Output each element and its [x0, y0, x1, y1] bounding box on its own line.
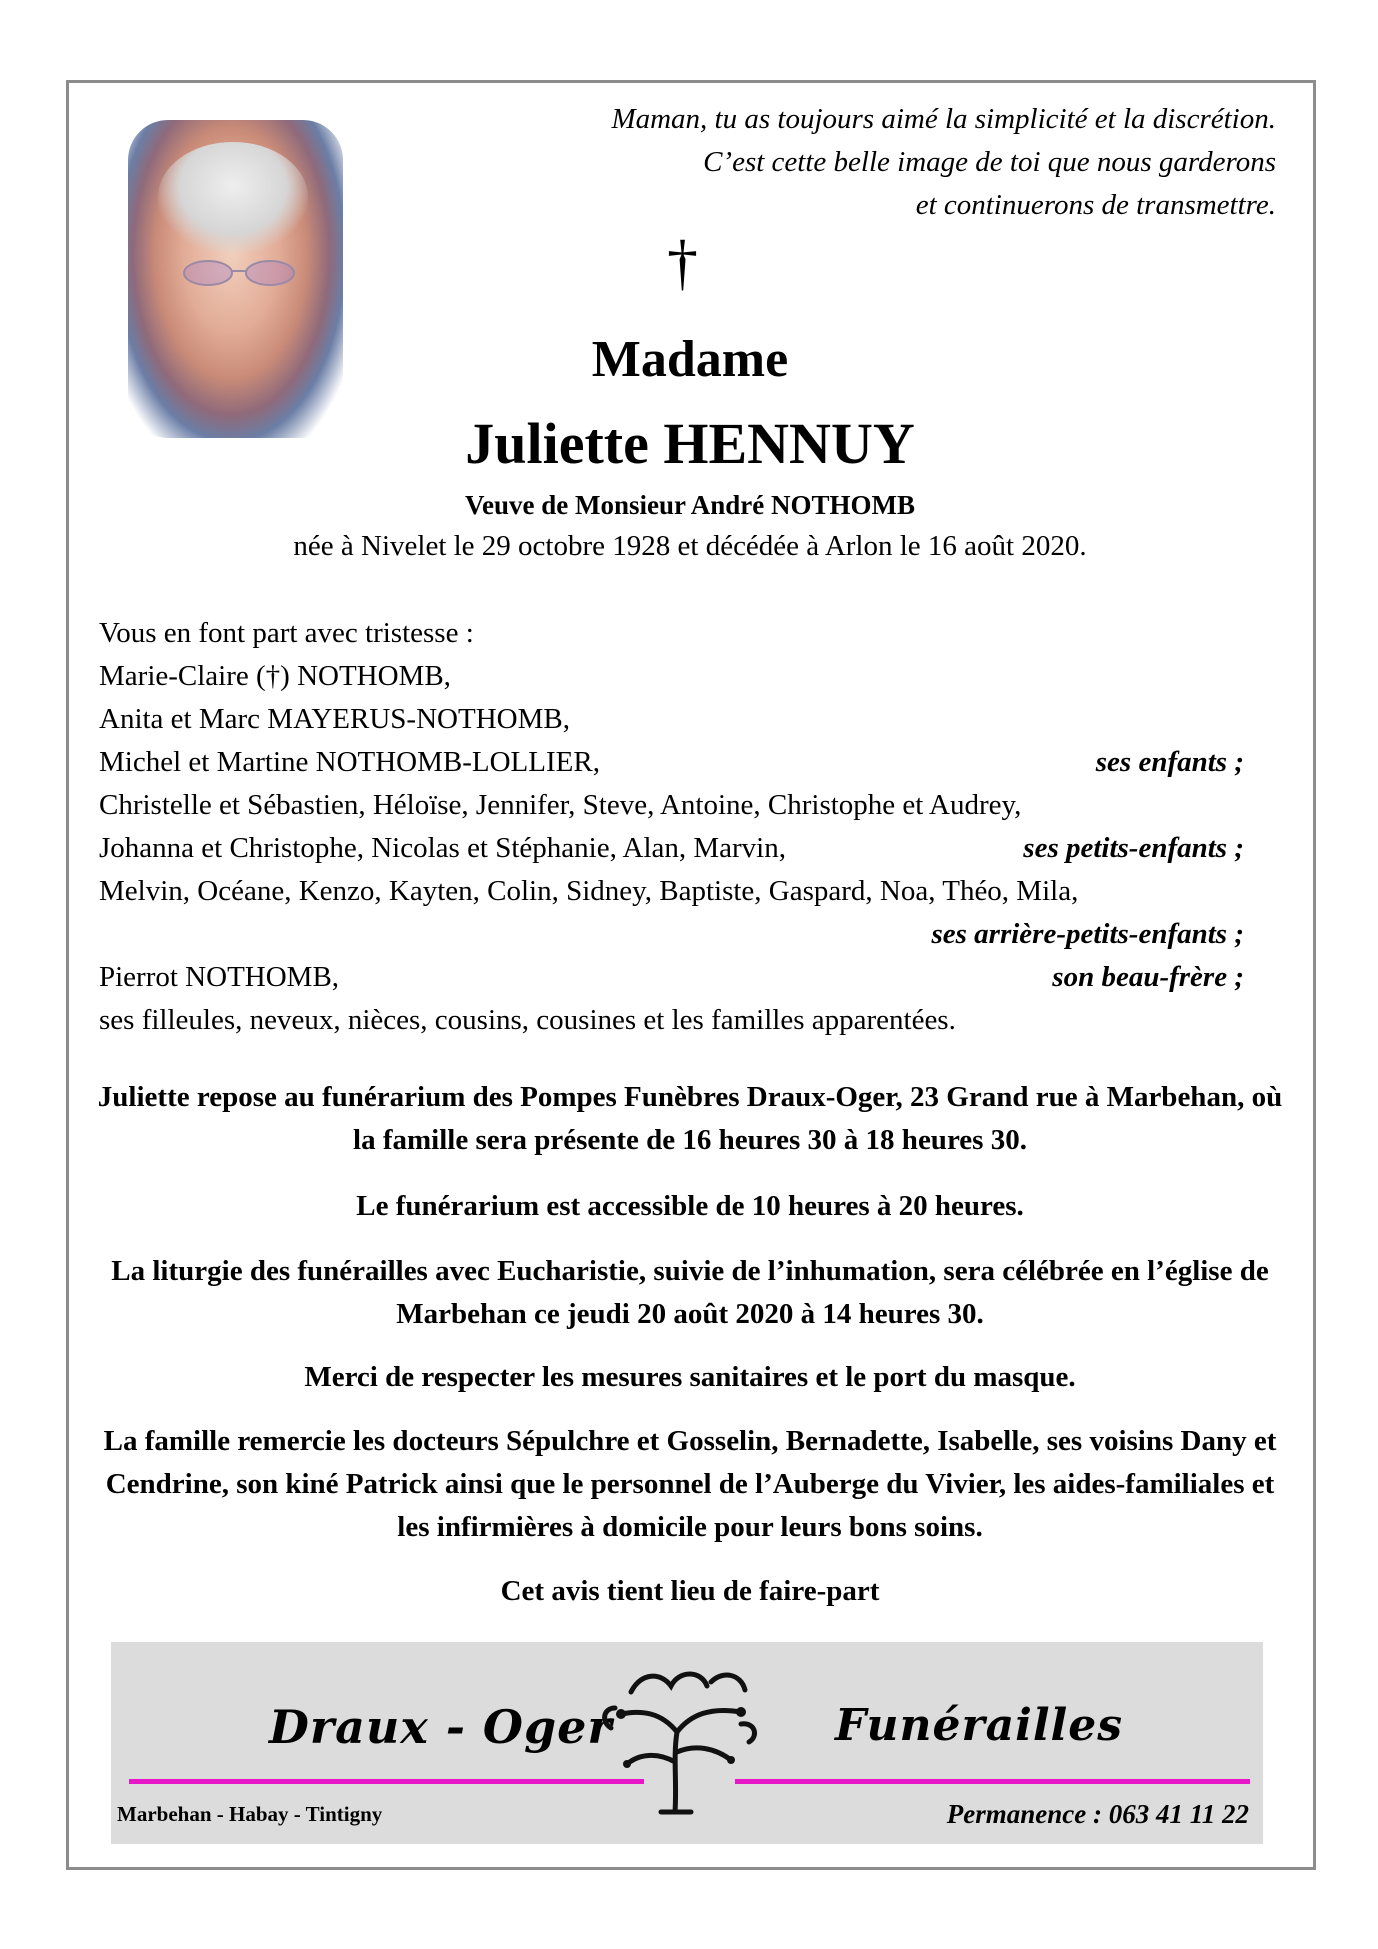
family-relation: ses arrière-petits-enfants ;: [931, 918, 1244, 950]
deceased-title: Madame: [591, 331, 789, 388]
deceased-name: Juliette HENNUY: [465, 411, 915, 476]
family-row: [99, 870, 1244, 913]
portrait-photo: [128, 120, 343, 438]
family-row: [99, 827, 1244, 870]
family-row: [99, 784, 1244, 827]
family-names: Christelle et Sébastien, Héloïse, Jennifer, Steve, Antoine, Christophe et Audrey,: [99, 789, 1022, 821]
quote-line-3: et continuerons de transmettre.: [915, 189, 1276, 221]
family-row: [99, 913, 1244, 956]
family-row: [99, 741, 1244, 784]
permanence-phone: Permanence : 063 41 11 22: [946, 1799, 1249, 1829]
family-relation: son beau-frère ;: [1052, 961, 1244, 993]
family-relation: ses petits-enfants ;: [1023, 832, 1244, 864]
notice-liturgie: La liturgie des funérailles avec Eucharistie, suivie de l’inhumation, sera célébrée en l’église de Marbehan ce jeudi 20 août 2020 à 14 heures 30.: [111, 1255, 1269, 1330]
tree-icon: [591, 1652, 771, 1817]
notice-remerciements: La famille remercie les docteurs Sépulchre et Gosselin, Bernadette, Isabelle, ses voisins Dany et Cendrine, son kiné Patrick ainsi que le personnel de l’Auberge du Vivier, les aides-familiales et les infirmières à domicile pour leurs bons soins.: [103, 1425, 1277, 1543]
portrait-glasses-icon: [180, 258, 298, 288]
family-names: ses filleules, neveux, nièces, cousins, cousines et les familles apparentées.: [99, 1004, 956, 1036]
brand-left: Draux - Oger: [269, 1700, 613, 1754]
family-names: Melvin, Océane, Kenzo, Kayten, Colin, Sidney, Baptiste, Gaspard, Noa, Théo, Mila,: [99, 875, 1079, 907]
portrait-hair: [158, 142, 308, 252]
towns: Marbehan - Habay - Tintigny: [117, 1802, 383, 1826]
notice-faire-part: Cet avis tient lieu de faire-part: [500, 1575, 880, 1607]
notice-repose: Juliette repose au funérarium des Pompes Funèbres Draux-Oger, 23 Grand rue à Marbehan, où la famille sera présente de 16 heures 30 à 18 heures 30.: [97, 1081, 1283, 1156]
family-row: [99, 999, 1244, 1042]
birth-death-dates: née à Nivelet le 29 octobre 1928 et décédée à Arlon le 16 août 2020.: [293, 530, 1087, 562]
quote: [476, 98, 1276, 227]
widow-of: Veuve de Monsieur André NOTHOMB: [464, 490, 916, 520]
family-row: [99, 698, 1244, 741]
accent-line-right: [735, 1779, 1250, 1784]
notice-mesures: Merci de respecter les mesures sanitaires et le port du masque.: [304, 1361, 1076, 1393]
footer-banner: [111, 1642, 1263, 1844]
family-row: [99, 655, 1244, 698]
family-list: [99, 612, 1244, 1042]
family-names: Johanna et Christophe, Nicolas et Stéphanie, Alan, Marvin,: [99, 832, 786, 864]
accent-line-left: [129, 1779, 644, 1784]
family-row: [99, 956, 1244, 999]
cross-icon: †: [667, 229, 698, 297]
family-intro: Vous en font part avec tristesse :: [99, 617, 474, 649]
family-names: Anita et Marc MAYERUS-NOTHOMB,: [99, 703, 570, 735]
family-names: Michel et Martine NOTHOMB-LOLLIER,: [99, 746, 600, 778]
family-names: Marie-Claire (†) NOTHOMB,: [99, 660, 451, 692]
family-names: Pierrot NOTHOMB,: [99, 961, 340, 993]
family-relation: ses enfants ;: [1095, 746, 1244, 778]
brand-right: Funérailles: [835, 1700, 1124, 1751]
notice-access: Le funérarium est accessible de 10 heures à 20 heures.: [356, 1190, 1024, 1222]
quote-line-2: C’est cette belle image de toi que nous garderons: [703, 146, 1276, 178]
quote-line-1: Maman, tu as toujours aimé la simplicité et la discrétion.: [611, 103, 1276, 135]
